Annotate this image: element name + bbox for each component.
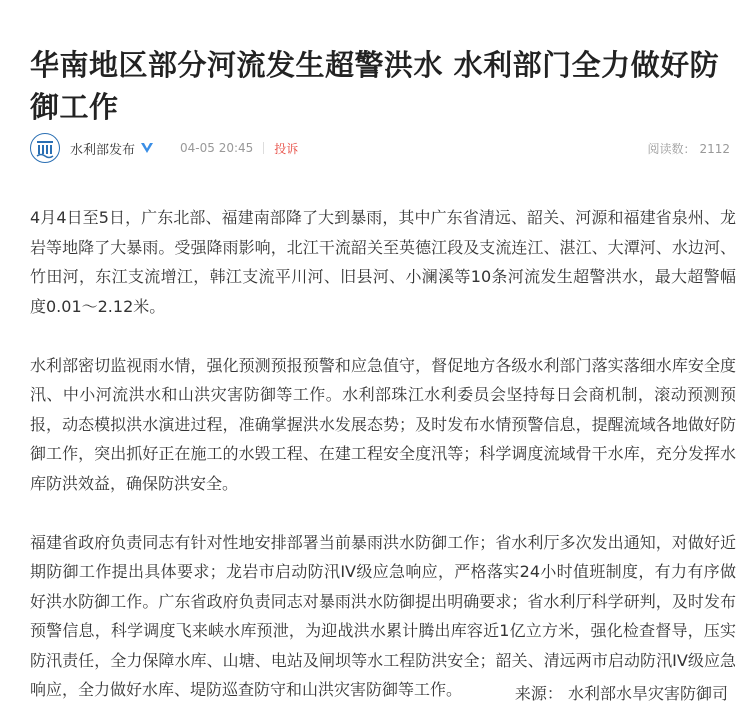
publish-time: 04-05 20:45 <box>180 141 254 155</box>
article-title: 华南地区部分河流发生超警洪水 水利部门全力做好防御工作 <box>30 48 720 124</box>
view-count-label: 阅读数： <box>647 141 696 156</box>
author-name[interactable]: 水利部发布 <box>70 142 136 158</box>
author-avatar[interactable] <box>30 133 60 163</box>
report-link[interactable]: 投诉 <box>274 141 299 156</box>
article-source: 来源： 水利部水旱灾害防御司 <box>514 684 728 703</box>
water-ministry-logo-icon <box>34 137 56 159</box>
view-count <box>647 140 730 157</box>
article-meta <box>30 133 730 163</box>
paragraph-3: 福建省政府负责同志有针对性地安排部署当前暴雨洪水防御工作；省水利厅多次发出通知，对做好近期防御工作提出具体要求；龙岩市启动防汛IV级应急响应，严格落实24小时值班制度，有力有序做好洪水防御工作。广东省政府负责同志对暴雨洪水防御提出明确要求；省水利厅科学研判，及时发布预警信息，科学调度飞来峡水库预泄，为迎战洪水累计腾出库容近1亿立方米，强化检查督导，压实防汛责任，全力保障水库、山塘、电站及闸坝等水工程防洪安全；韶关、清远两市启动防汛IV级应急响应，全力做好水库、堤防巡查防守和山洪灾害防御等工作。 <box>30 532 736 699</box>
meta-divider <box>263 142 264 154</box>
paragraph-2: 水利部密切监视雨水情，强化预测预报预警和应急值守，督促地方各级水利部门落实落细水库安全度汛、中小河流洪水和山洪灾害防御等工作。水利部珠江水利委员会坚持每日会商机制，滚动预测预报，动态模拟洪水演进过程，准确掌握洪水发展态势；及时发布水情预警信息，提醒流域各地做好防御工作，突出抓好正在施工的水毁工程、在建工程安全度汛等；科学调度流域骨干水库，充分发挥水库防洪效益，确保防洪安全。 <box>30 355 736 493</box>
view-count-value: 2112 <box>699 141 730 156</box>
verified-v-icon <box>140 141 154 155</box>
article-body <box>30 203 736 726</box>
paragraph-1: 4月4日至5日，广东北部、福建南部降了大到暴雨，其中广东省清远、韶关、河源和福建省泉州、龙岩等地降了大暴雨。受强降雨影响，北江干流韶关至英德江段及支流连江、湛江、大潭河、水边河、竹田河，东江支流增江，韩江支流平川河、旧县河、小澜溪等10条河流发生超警洪水，最大超警幅度0.01～2.12米。 <box>30 208 736 316</box>
